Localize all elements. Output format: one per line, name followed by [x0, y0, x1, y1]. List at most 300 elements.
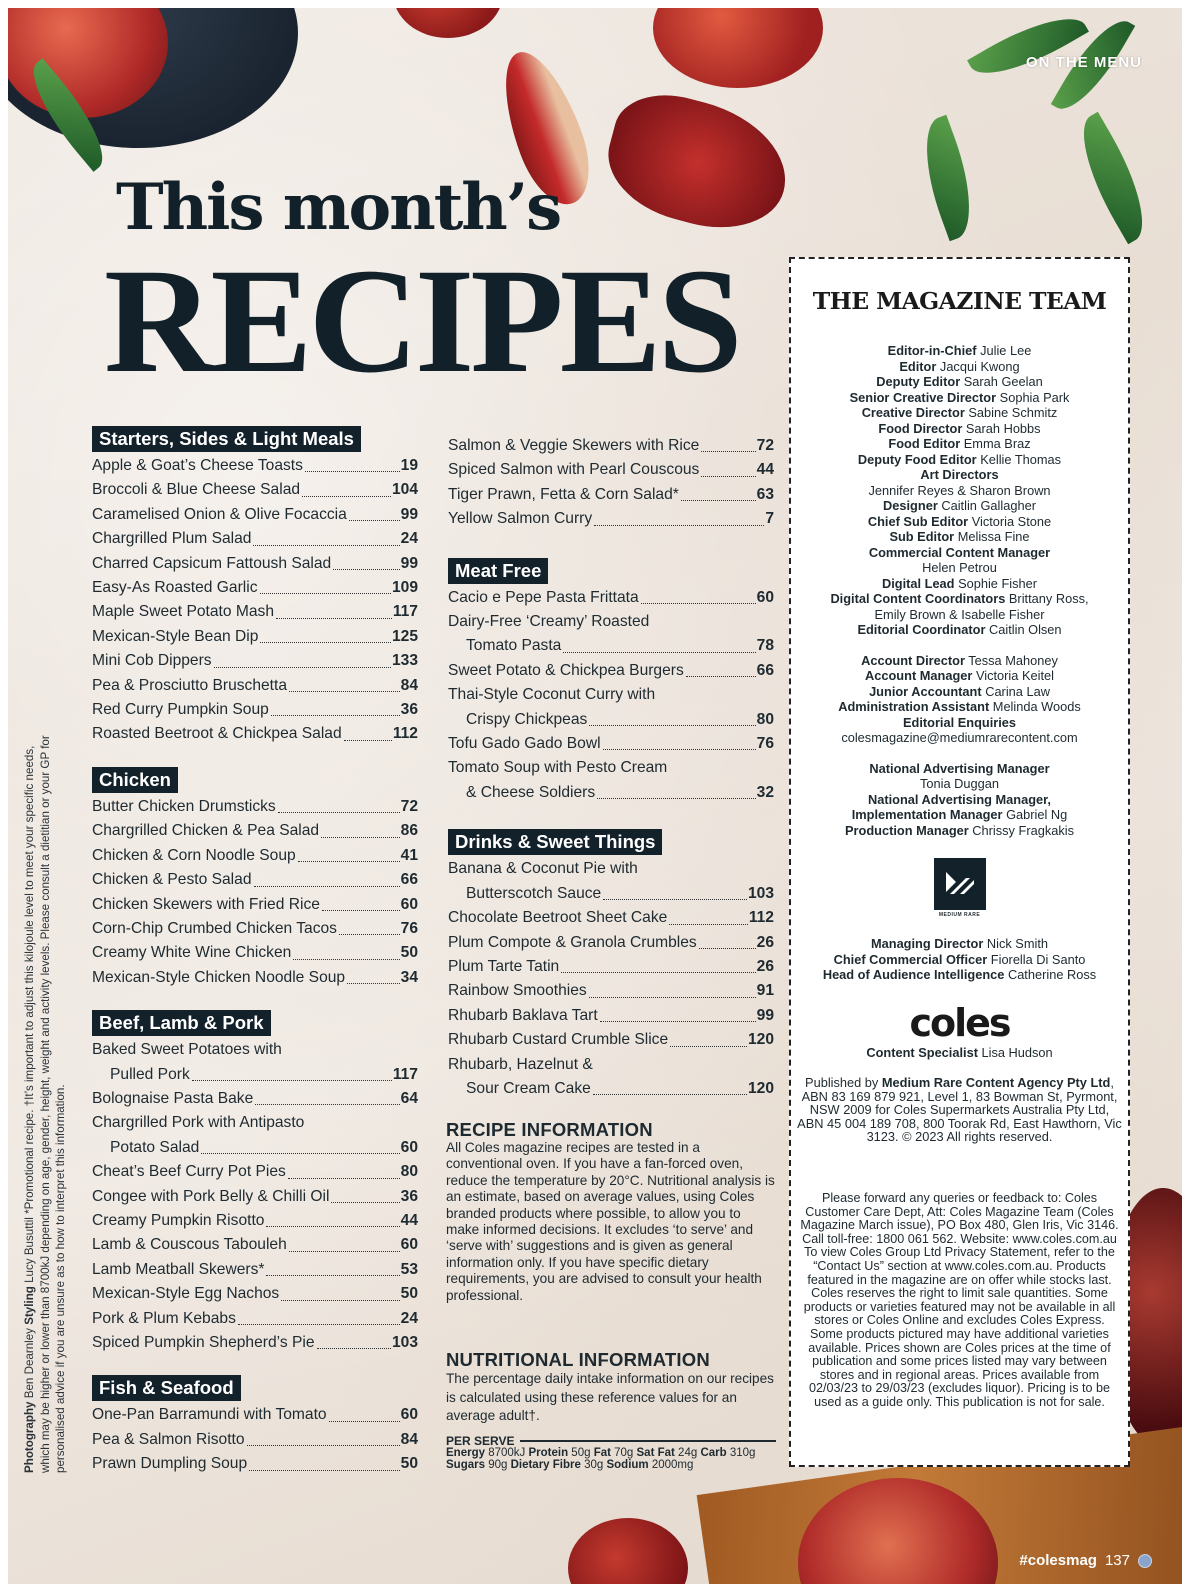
per-serve-list: Energy 8700kJ Protein 50g Fat 70g Sat Fat 24g Carb 310g Sugars 90g Dietary Fibre 30g Sodium 2000mg — [446, 1447, 756, 1471]
recipe-name: Sweet Potato & Chickpea Burgers — [448, 661, 684, 679]
recipe-line — [448, 483, 774, 507]
recipe-line — [92, 454, 418, 478]
leader-dots — [288, 1178, 400, 1179]
team-credit: Sub Editor Melissa Fine — [889, 529, 1030, 544]
photography-credit: Photography Ben Dearnley Styling Lucy Busuttil *Promotional recipe. †It’s important to adjust this kilojoule level to meet your specific needs, which may be higher or lower than 8700kJ depending on age, gender, height, weight and activity levels. Please consult a dietitian or your GP for personalised advice if you are unsure as to how to interpret this information. — [23, 735, 67, 1473]
leader-dots — [255, 1104, 399, 1105]
recipe-line — [448, 458, 774, 482]
leader-dots — [589, 997, 756, 998]
page-reference: 66 — [756, 661, 774, 679]
leader-dots — [641, 603, 756, 604]
plum-image — [393, 8, 503, 38]
recipe-line — [448, 659, 774, 683]
leader-dots — [347, 983, 400, 984]
page-title-small: This month’s — [116, 170, 561, 245]
recipe-name: Creamy Pumpkin Risotto — [92, 1211, 265, 1229]
section-starters — [92, 426, 418, 747]
leader-dots — [701, 451, 755, 452]
leader-dots — [670, 1046, 747, 1047]
team-credit: Account Manager Victoria Keitel — [865, 668, 1054, 683]
page-reference: 60 — [400, 1236, 418, 1254]
leader-dots — [600, 1021, 756, 1022]
team-credit: Production Manager Chrissy Fragkakis — [845, 822, 1074, 838]
recipe-line — [92, 1403, 418, 1427]
recipe-line — [448, 1028, 774, 1052]
leader-dots — [329, 1421, 400, 1422]
recipe-information-title: RECIPE INFORMATION — [446, 1119, 653, 1140]
recipe-name: Chargrilled Pork with Antipasto — [92, 1114, 305, 1132]
page-reference: 24 — [400, 530, 418, 548]
recipe-name: Red Curry Pumpkin Soup — [92, 701, 269, 719]
recipe-line — [92, 649, 418, 673]
recipe-line — [92, 625, 418, 649]
recipe-line — [448, 906, 774, 930]
recipe-entry — [92, 1087, 418, 1111]
recipe-line — [448, 979, 774, 1003]
per-serve-heading: PER SERVE — [446, 1435, 776, 1447]
recipe-name: Butter Chicken Drumsticks — [92, 797, 276, 815]
leader-dots — [289, 1251, 400, 1252]
plum-image — [653, 8, 823, 88]
recipe-line — [92, 941, 418, 965]
recipe-name: Pork & Plum Kebabs — [92, 1309, 236, 1327]
recipe-index-middle-column — [448, 434, 774, 1121]
recipe-name: Mexican-Style Chicken Noodle Soup — [92, 968, 346, 986]
page-reference: 72 — [756, 437, 774, 454]
team-credit: Deputy Editor Sarah Geelan — [876, 374, 1043, 389]
recipe-line — [448, 708, 774, 732]
page-reference: 44 — [756, 461, 774, 479]
page-reference: 103 — [391, 1334, 418, 1351]
recipe-line — [92, 698, 418, 722]
recipe-entry — [92, 1307, 418, 1331]
recipe-name: Plum Tarte Tatin — [448, 957, 560, 975]
section-heading: Starters, Sides & Light Meals — [92, 426, 361, 452]
recipe-name: Mexican-Style Egg Nachos — [92, 1285, 280, 1303]
leader-dots — [561, 972, 755, 973]
leader-dots — [192, 1080, 392, 1081]
recipe-line — [92, 1282, 418, 1306]
leader-dots — [238, 1324, 400, 1325]
team-credit: Emily Brown & Isabelle Fisher — [874, 606, 1045, 622]
page-reference: 44 — [400, 1211, 418, 1229]
recipe-name: Yellow Salmon Curry — [448, 510, 593, 528]
recipe-line — [448, 955, 774, 979]
recipe-name: Rhubarb, Hazelnut & — [448, 1055, 593, 1073]
team-credit: Editor Jacqui Kwong — [899, 358, 1020, 374]
recipe-name: Pea & Salmon Risotto — [92, 1430, 245, 1448]
leader-dots — [253, 545, 399, 546]
page-reference: 36 — [400, 701, 418, 719]
team-credit: Chief Sub Editor Victoria Stone — [867, 513, 1052, 529]
recipe-name: Roasted Beetroot & Chickpea Salad — [92, 725, 342, 743]
leader-dots — [247, 1445, 400, 1446]
recipe-line — [92, 722, 418, 746]
leader-dots — [331, 1202, 399, 1203]
recipe-name: Apple & Goat’s Cheese Toasts — [92, 457, 303, 474]
team-credit: National Advertising Manager — [869, 760, 1050, 776]
team-credit: Editor-in-Chief Julie Lee — [887, 343, 1032, 358]
page-reference: 103 — [747, 884, 774, 902]
recipe-entry — [92, 1403, 418, 1427]
leader-dots — [201, 1153, 399, 1154]
leader-dots — [266, 1226, 399, 1227]
recipe-line — [448, 1077, 774, 1101]
recipe-line — [448, 634, 774, 658]
recipe-entry — [92, 503, 418, 527]
page-reference: 84 — [400, 676, 418, 694]
recipe-name: Caramelised Onion & Olive Focaccia — [92, 505, 347, 523]
leader-dots — [603, 899, 747, 900]
recipe-name: Chicken & Corn Noodle Soup — [92, 846, 296, 864]
leader-dots — [563, 652, 755, 653]
recipe-entry — [92, 1233, 418, 1257]
recipe-line — [92, 1331, 418, 1355]
magazine-team-box — [789, 257, 1130, 1467]
recipe-line — [448, 507, 774, 531]
section-heading: Fish & Seafood — [92, 1375, 241, 1401]
recipe-name: Mini Cob Dippers — [92, 652, 212, 670]
recipe-entry — [448, 610, 774, 659]
coles-logo: coles — [909, 1000, 1010, 1045]
team-credit: Jennifer Reyes & Sharon Brown — [868, 482, 1051, 498]
leader-dots — [344, 740, 392, 741]
leader-dots — [278, 812, 400, 813]
circle-icon — [1138, 1554, 1152, 1568]
page-reference: 26 — [756, 933, 774, 951]
team-credit: Deputy Food Editor Kellie Thomas — [857, 451, 1062, 467]
recipe-entry — [92, 576, 418, 600]
recipe-entry — [92, 1160, 418, 1184]
team-group-advertising — [791, 761, 1128, 839]
recipe-entry — [448, 756, 774, 805]
recipe-entry — [92, 844, 418, 868]
publisher-statement: Published by Medium Rare Content Agency Pty Ltd, ABN 83 169 879 921, Level 1, 83 Bowman St, Pyrmont, NSW 2009 for Coles Supermarkets Australia Pty Ltd, ABN 45 004 189 708, 800 Toorak Rd, East Hawthorn, Vic 3123. © 2023 All rights reserved. — [797, 1075, 1122, 1145]
leader-dots — [271, 715, 400, 716]
team-credit: Food Director Sarah Hobbs — [878, 420, 1041, 436]
page-reference: 50 — [400, 1455, 418, 1473]
page-reference: 104 — [391, 481, 418, 499]
recipe-entry — [448, 931, 774, 955]
page-reference: 80 — [756, 710, 774, 728]
recipe-name: Mexican-Style Bean Dip — [92, 627, 259, 645]
recipe-entry — [448, 906, 774, 930]
recipe-entry — [92, 600, 418, 624]
page-reference: 120 — [747, 1031, 774, 1049]
recipe-entry — [92, 1111, 418, 1160]
recipe-entry — [92, 795, 418, 819]
recipe-name: Butterscotch Sauce — [466, 884, 602, 902]
team-group-editorial — [791, 343, 1128, 638]
team-credit: Managing Director Nick Smith — [870, 936, 1049, 951]
page-reference: 112 — [748, 909, 774, 927]
leader-dots — [603, 749, 756, 750]
team-credit: Commercial Content Manager — [868, 544, 1051, 560]
recipe-information — [446, 1120, 776, 1304]
team-credit: Junior Accountant Carina Law — [869, 683, 1050, 699]
page-reference: 60 — [400, 1138, 418, 1156]
recipe-line — [92, 1428, 418, 1452]
recipe-entry — [92, 1209, 418, 1233]
team-credit: Administration Assistant Melinda Woods — [838, 699, 1081, 714]
section-heading: Meat Free — [448, 558, 548, 584]
section-kicker: ON THE MENU — [1026, 54, 1142, 71]
page-reference: 86 — [400, 822, 418, 840]
recipe-entry — [92, 625, 418, 649]
recipe-name: Baked Sweet Potatoes with — [92, 1041, 282, 1059]
recipe-entry — [92, 722, 418, 746]
hashtag: #colesmag — [1019, 1552, 1097, 1569]
recipe-line — [92, 600, 418, 624]
recipe-entry — [448, 732, 774, 756]
recipe-name: Cheat’s Beef Curry Pot Pies — [92, 1163, 286, 1181]
recipe-line — [92, 1307, 418, 1331]
leader-dots — [686, 676, 756, 677]
page-reference: 50 — [400, 944, 418, 962]
recipe-name: Tomato Soup with Pesto Cream — [448, 759, 668, 777]
page-reference: 19 — [400, 457, 418, 474]
divider — [520, 1440, 776, 1442]
leader-dots — [260, 642, 391, 643]
team-group-accounts — [791, 653, 1128, 746]
leader-dots — [260, 593, 391, 594]
recipe-entry — [92, 674, 418, 698]
page-reference: 76 — [756, 735, 774, 753]
page-number: 137 — [1104, 1552, 1130, 1569]
recipe-name: Maple Sweet Potato Mash — [92, 603, 275, 621]
recipe-entry — [92, 552, 418, 576]
recipe-name: Pulled Pork — [110, 1065, 190, 1083]
recipe-name: Cacio e Pepe Pasta Frittata — [448, 588, 639, 606]
recipe-name: Dairy-Free ‘Creamy’ Roasted — [448, 613, 650, 631]
page-reference: 80 — [400, 1163, 418, 1181]
recipe-name: Rainbow Smoothies — [448, 982, 587, 1000]
recipe-line — [92, 1452, 418, 1476]
team-credit: Senior Creative Director Sophia Park — [849, 389, 1070, 405]
recipe-line — [448, 586, 774, 610]
page-footer — [1019, 1552, 1152, 1569]
leaf-image — [909, 115, 988, 241]
recipe-entry — [92, 1331, 418, 1355]
recipe-name: Salmon & Veggie Skewers with Rice — [448, 437, 700, 454]
page-reference: 60 — [400, 1406, 418, 1424]
page-reference: 91 — [756, 982, 774, 1000]
team-credit: National Advertising Manager, — [868, 791, 1051, 807]
leader-dots — [681, 500, 756, 501]
recipe-line — [92, 1185, 418, 1209]
section-beef-lamb-pork — [92, 1010, 418, 1355]
recipe-name: One-Pan Barramundi with Tomato — [92, 1406, 327, 1424]
recipe-name: Creamy White Wine Chicken — [92, 944, 292, 962]
page-reference: 7 — [765, 510, 774, 528]
page-reference: 99 — [400, 554, 418, 572]
leader-dots — [699, 948, 756, 949]
team-credit: Editorial Enquiries — [902, 714, 1017, 730]
recipe-name: Potato Salad — [110, 1138, 200, 1156]
recipe-name: Lamb & Couscous Tabouleh — [92, 1236, 287, 1254]
recipe-name: Chargrilled Chicken & Pea Salad — [92, 822, 320, 840]
recipe-entry — [448, 979, 774, 1003]
recipe-line — [92, 893, 418, 917]
recipe-line — [92, 1209, 418, 1233]
team-title: THE MAGAZINE TEAM — [812, 287, 1107, 315]
leader-dots — [289, 691, 400, 692]
page-reference: 117 — [392, 603, 418, 621]
team-credit: Creative Director Sabine Schmitz — [861, 405, 1058, 420]
recipe-line — [448, 781, 774, 805]
page-reference: 125 — [391, 627, 418, 645]
recipe-name: Sour Cream Cake — [466, 1079, 591, 1097]
page-reference: 72 — [400, 797, 418, 815]
leader-dots — [593, 1094, 747, 1095]
section-heading: Drinks & Sweet Things — [448, 829, 662, 855]
recipe-entry — [448, 586, 774, 610]
leader-dots — [589, 725, 755, 726]
plum-slice-image — [596, 82, 801, 244]
section-meat-free — [448, 558, 774, 806]
recipe-line — [92, 966, 418, 990]
recipe-entry — [92, 1452, 418, 1476]
leader-dots — [249, 1470, 399, 1471]
recipe-name: & Cheese Soldiers — [466, 783, 596, 801]
recipe-line — [92, 1258, 418, 1282]
recipe-line — [92, 795, 418, 819]
team-credit: Digital Content Coordinators Brittany Ross, — [830, 591, 1089, 606]
recipe-name: Plum Compote & Granola Crumbles — [448, 933, 697, 951]
recipe-line — [448, 434, 774, 458]
recipe-entry — [92, 893, 418, 917]
recipe-entry — [92, 478, 418, 502]
leader-dots — [349, 520, 400, 521]
leader-dots — [333, 569, 399, 570]
recipe-entry — [92, 917, 418, 941]
recipe-name: Spiced Salmon with Pearl Couscous — [448, 461, 700, 479]
recipe-entry — [92, 1258, 418, 1282]
recipe-entry — [92, 1282, 418, 1306]
leader-dots — [594, 525, 764, 526]
recipe-entry — [92, 966, 418, 990]
recipe-line — [92, 1063, 418, 1087]
recipe-line — [92, 844, 418, 868]
recipe-information-body: All Coles magazine recipes are tested in a conventional oven. If you have a fan-forced oven, reduce the temperature by 20°C. Nutritional analysis is an estimate, based on average values, using Coles branded products where possible, to allow you to make informed decisions. It excludes ‘to serve’ and ‘serve with’ suggestions and is given as general information only. If you have specific dietary requirements, you are advised to consult your health professional. — [446, 1140, 775, 1303]
recipe-name: Rhubarb Custard Crumble Slice — [448, 1031, 669, 1049]
leader-dots — [597, 798, 755, 799]
page-reference: 78 — [756, 637, 774, 655]
section-heading: Beef, Lamb & Pork — [92, 1010, 271, 1036]
recipe-name: Chicken & Pesto Salad — [92, 871, 252, 889]
team-credit: Editorial Coordinator Caitlin Olsen — [857, 622, 1062, 637]
recipe-line — [92, 1233, 418, 1257]
recipe-name: Tiger Prawn, Fetta & Corn Salad* — [448, 485, 679, 503]
recipe-entry — [92, 1428, 418, 1452]
page-reference: 64 — [400, 1089, 418, 1107]
nutritional-information — [446, 1350, 776, 1426]
team-credit: Content Specialist Lisa Hudson — [866, 1044, 1053, 1060]
recipe-entry — [92, 819, 418, 843]
leader-dots — [266, 1275, 399, 1276]
recipe-name: Prawn Dumpling Soup — [92, 1455, 248, 1473]
section-heading: Chicken — [92, 767, 178, 793]
recipe-entry — [448, 857, 774, 906]
recipe-name: Pea & Prosciutto Bruschetta — [92, 676, 288, 694]
page-reference: 53 — [400, 1260, 418, 1278]
leader-dots — [701, 476, 755, 477]
recipe-name: Corn-Chip Crumbed Chicken Tacos — [92, 919, 337, 937]
recipe-index-left-column — [92, 426, 418, 1497]
plum-image — [568, 1518, 688, 1584]
page-reference: 112 — [392, 725, 418, 743]
recipe-line — [92, 819, 418, 843]
recipe-line — [92, 1087, 418, 1111]
team-credit: Food Editor Emma Braz — [888, 436, 1031, 451]
recipe-name: Tomato Pasta — [466, 637, 562, 655]
nutritional-information-title: NUTRITIONAL INFORMATION — [446, 1349, 710, 1370]
leaf-image — [1063, 112, 1163, 245]
recipe-name: Broccoli & Blue Cheese Salad — [92, 481, 301, 499]
recipe-name: Congee with Pork Belly & Chilli Oil — [92, 1187, 330, 1205]
page-reference: 36 — [400, 1187, 418, 1205]
leader-dots — [302, 496, 391, 497]
page-reference: 34 — [400, 968, 418, 986]
recipe-line — [92, 1160, 418, 1184]
recipe-entry — [448, 1004, 774, 1028]
recipe-line — [92, 527, 418, 551]
recipe-name: Thai-Style Coconut Curry with — [448, 686, 656, 704]
section-fish-seafood — [92, 1375, 418, 1476]
recipe-line — [92, 868, 418, 892]
recipe-name: Lamb Meatball Skewers* — [92, 1260, 265, 1278]
page-reference: 76 — [400, 919, 418, 937]
recipe-line — [92, 917, 418, 941]
page-reference: 32 — [756, 783, 774, 801]
leader-dots — [298, 861, 400, 862]
recipe-name: Tofu Gado Gado Bowl — [448, 735, 601, 753]
recipe-name: Chargrilled Plum Salad — [92, 530, 252, 548]
leader-dots — [317, 1348, 391, 1349]
page-reference: 63 — [756, 485, 774, 503]
recipe-entry — [92, 698, 418, 722]
recipe-name: Crispy Chickpeas — [466, 710, 588, 728]
leader-dots — [214, 667, 391, 668]
medium-rare-logo-icon — [934, 858, 986, 910]
team-credit: Designer Caitlin Gallagher — [883, 498, 1036, 513]
page-reference: 60 — [400, 895, 418, 913]
page-reference: 60 — [756, 588, 774, 606]
team-credit: Art Directors — [920, 467, 999, 482]
leader-dots — [293, 959, 399, 960]
recipe-entry — [92, 1185, 418, 1209]
page-reference: 120 — [747, 1079, 774, 1097]
recipe-name: Chocolate Beetroot Sheet Cake — [448, 909, 668, 927]
recipe-line — [92, 576, 418, 600]
leader-dots — [281, 1300, 399, 1301]
recipe-entry — [448, 434, 774, 458]
recipe-name: Banana & Coconut Pie with — [448, 860, 638, 878]
recipe-entry — [448, 683, 774, 732]
recipe-entry — [92, 454, 418, 478]
recipe-line — [448, 1004, 774, 1028]
team-credit: Head of Audience Intelligence Catherine Ross — [822, 967, 1097, 982]
recipe-line — [448, 931, 774, 955]
team-credit: colesmagazine@mediumrarecontent.com — [841, 730, 1078, 745]
section-fish-seafood-continued — [448, 434, 774, 532]
recipe-line — [92, 503, 418, 527]
recipe-line — [92, 478, 418, 502]
leader-dots — [322, 910, 400, 911]
page-reference: 26 — [756, 957, 774, 975]
page-reference: 66 — [400, 871, 418, 889]
page-reference: 99 — [400, 505, 418, 523]
